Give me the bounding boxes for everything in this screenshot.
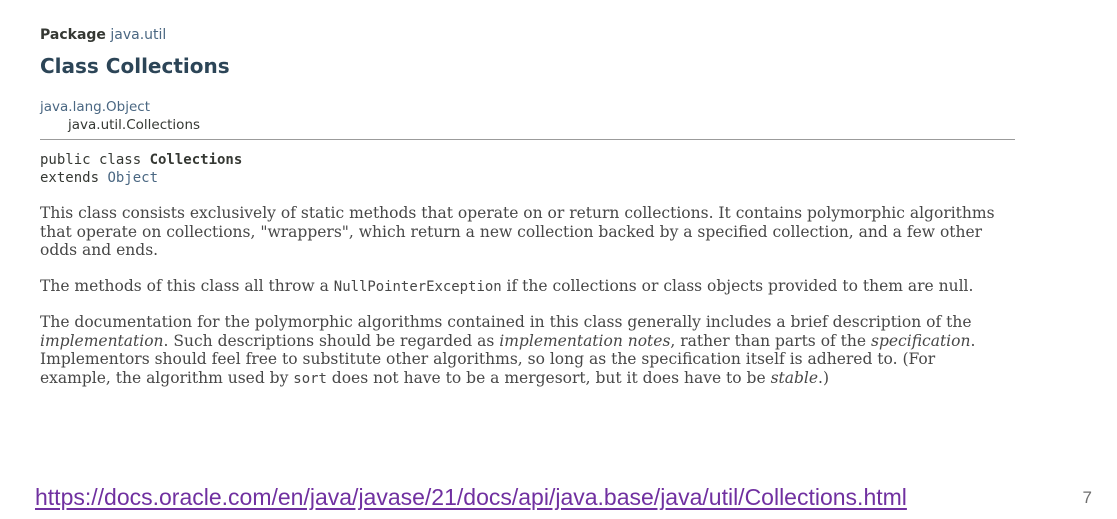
inheritance-this-class: java.util.Collections	[68, 117, 201, 133]
p3-text-4: . Implementors should feel free to substitute other algorithms, so long as the specification itself is adhered to. (For example, the algorithm used by	[40, 331, 976, 387]
p3-text-5: does not have to be a mergesort, but it does have to be	[326, 368, 771, 387]
signature-modifiers: public class	[40, 152, 150, 168]
p3-italic-specification: specification	[871, 331, 971, 350]
p3-text-6: .)	[818, 368, 830, 387]
source-url-link[interactable]: https://docs.oracle.com/en/java/javase/21/docs/api/java.base/java/util/Collections.html	[35, 484, 907, 510]
p3-text-3: , rather than parts of the	[670, 331, 871, 350]
description-paragraph-1: This class consists exclusively of static methods that operate on or return collections. It contains polymorphic algorithms that operate on collections, "wrappers", which return a new collection backed by a specified collection, and a few other odds and ends.	[40, 204, 995, 259]
p3-code-sort: sort	[293, 370, 327, 387]
package-line	[40, 27, 1015, 44]
package-link[interactable]: java.util	[110, 27, 167, 43]
superclass-link[interactable]: java.lang.Object	[40, 99, 150, 115]
p3-italic-implementation-notes: implementation notes	[499, 331, 671, 350]
description-paragraph-3	[40, 313, 1002, 388]
p3-italic-stable: stable	[770, 368, 819, 387]
divider	[40, 139, 1015, 140]
page-number: 7	[1082, 488, 1092, 507]
inheritance-tree	[40, 98, 1015, 134]
p2-code-nullpointerexception: NullPointerException	[333, 278, 502, 295]
package-label: Package	[40, 27, 106, 43]
p3-text-2: . Such descriptions should be regarded as	[163, 331, 500, 350]
p2-text-2: if the collections or class objects provided to them are null.	[501, 276, 974, 295]
class-signature	[40, 151, 1015, 187]
description-paragraph-2	[40, 277, 1002, 297]
p2-text-1: The methods of this class all throw a	[40, 276, 334, 295]
p3-text-1: The documentation for the polymorphic algorithms contained in this class generally includes a brief description of the	[40, 313, 972, 331]
p3-italic-implementation: implementation	[40, 331, 164, 350]
signature-superclass-link[interactable]: Object	[107, 170, 159, 186]
class-title: Class Collections	[40, 54, 230, 78]
javadoc-page	[40, 27, 1015, 388]
signature-extends-keyword: extends	[40, 170, 108, 186]
slide-footer	[35, 484, 1092, 510]
signature-class-name: Collections	[149, 152, 243, 168]
